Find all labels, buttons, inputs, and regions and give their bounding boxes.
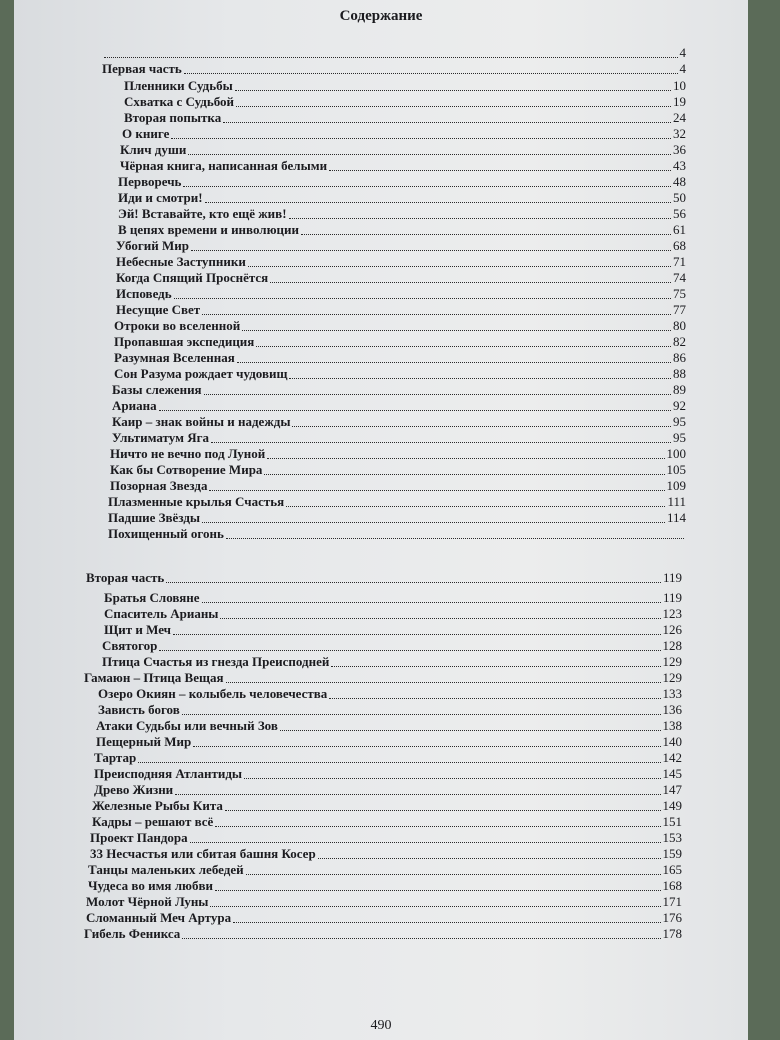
toc-entry	[118, 174, 686, 190]
toc-entry-page: 95	[673, 430, 686, 445]
toc-entry-title: Первая часть	[102, 61, 182, 76]
toc-entry-page: 43	[673, 158, 686, 173]
toc-entry	[116, 286, 686, 302]
toc-entry-title: Разумная Вселенная	[114, 350, 235, 365]
dot-leader	[209, 490, 664, 491]
toc-entry-page: 168	[662, 878, 682, 893]
dot-leader	[292, 426, 671, 427]
dot-leader	[280, 730, 661, 731]
toc-entry	[86, 570, 682, 586]
dot-leader	[235, 90, 671, 91]
dot-leader	[289, 378, 671, 379]
toc-entry-title: Ариана	[112, 398, 157, 413]
toc-entry	[92, 798, 682, 814]
toc-entry-page: 105	[666, 462, 686, 477]
toc-entry-page: 4	[679, 45, 686, 60]
toc-entry-page: 142	[662, 750, 682, 765]
toc-entry-title: Когда Спящий Проснётся	[116, 270, 269, 285]
toc-entry	[118, 222, 686, 238]
dot-leader	[289, 218, 671, 219]
toc-entry	[112, 414, 686, 430]
toc-entry-title: Вторая часть	[86, 570, 165, 585]
dot-leader	[188, 154, 671, 155]
toc-entry-page: 140	[662, 734, 682, 749]
dot-leader	[205, 202, 671, 203]
toc-entry-title: Клич души	[120, 142, 187, 157]
toc-entry	[86, 910, 682, 926]
toc-entry-page: 75	[673, 286, 686, 301]
toc-entry-title: Пленники Судьбы	[124, 78, 233, 93]
toc-entry-page: 149	[662, 798, 682, 813]
toc-entry	[96, 734, 682, 750]
toc-entry-page: 111	[667, 494, 686, 509]
dot-leader	[159, 410, 671, 411]
toc-entry-title: Танцы маленьких лебедей	[88, 862, 244, 877]
toc-entry	[116, 270, 686, 286]
toc-entry-title: Тартар	[94, 750, 137, 765]
dot-leader	[204, 394, 671, 395]
toc-entry-title: Атаки Судьбы или вечный Зов	[96, 718, 278, 733]
dot-leader	[220, 618, 660, 619]
toc-entry	[108, 526, 686, 542]
toc-entry	[84, 670, 682, 686]
dot-leader	[159, 650, 660, 651]
toc-entry-title: Щит и Меч	[104, 622, 172, 637]
toc-entry	[124, 78, 686, 94]
dot-leader	[226, 682, 661, 683]
toc-entry	[102, 654, 682, 670]
toc-entry-page: 86	[673, 350, 686, 365]
dot-leader	[286, 506, 665, 507]
toc-entry-page: 119	[662, 590, 682, 605]
toc-entry-title: Убогий Мир	[116, 238, 189, 253]
toc-entry-title: Озеро Окиян – колыбель человечества	[98, 686, 328, 701]
toc-entry	[94, 766, 682, 782]
dot-leader	[215, 890, 661, 891]
toc-entry	[88, 862, 682, 878]
dot-leader	[210, 906, 660, 907]
toc-entry	[94, 782, 682, 798]
toc-entry-page: 24	[673, 110, 686, 125]
toc-entry-page: 151	[662, 814, 682, 829]
toc-entry-page: 89	[673, 382, 686, 397]
toc-entry	[110, 462, 686, 478]
dot-leader	[244, 778, 660, 779]
dot-leader	[182, 714, 661, 715]
toc-entry-page: 71	[673, 254, 686, 269]
dot-leader	[237, 362, 671, 363]
dot-leader	[318, 858, 661, 859]
toc-entry-page: 32	[673, 126, 686, 141]
toc-entry-title: Перворечь	[118, 174, 182, 189]
toc-entry-title: Чёрная книга, написанная белыми	[120, 158, 328, 173]
toc-entry-title: 33 Несчастья или сбитая башня Косер	[90, 846, 316, 861]
toc-entry-title: Позорная Звезда	[110, 478, 208, 493]
dot-leader	[226, 538, 684, 539]
toc-entry-title: Несущие Свет	[116, 302, 201, 317]
toc-entry	[112, 430, 686, 446]
dot-leader	[166, 582, 661, 583]
toc-entry-title: Древо Жизни	[94, 782, 174, 797]
toc-entry	[88, 878, 682, 894]
toc-entry-title: Чудеса во имя любви	[88, 878, 213, 893]
toc-entry-page: 100	[666, 446, 686, 461]
toc-entry	[124, 110, 686, 126]
dot-leader	[264, 474, 664, 475]
toc-entry	[116, 302, 686, 318]
dot-leader	[246, 874, 661, 875]
toc-entry-title: О книге	[122, 126, 170, 141]
page-title: Содержание	[339, 8, 423, 24]
dot-leader	[256, 346, 671, 347]
dot-leader	[329, 698, 660, 699]
dot-leader	[202, 522, 665, 523]
toc-entry-title: Похищенный огонь	[108, 526, 224, 541]
dot-leader	[174, 298, 671, 299]
toc-entry-page: 36	[673, 142, 686, 157]
toc-entry-title: Братья Словяне	[104, 590, 200, 605]
toc-entry-title: Гамаюн – Птица Вещая	[84, 670, 224, 685]
toc-entry	[124, 94, 686, 110]
dot-leader	[215, 826, 660, 827]
toc-entry	[122, 126, 686, 142]
dot-leader	[236, 106, 671, 107]
toc-entry-title: Схватка с Судьбой	[124, 94, 235, 109]
toc-entry-title: Эй! Вставайте, кто ещё жив!	[118, 206, 287, 221]
toc-entry-title: Птица Счастья из гнезда Преисподней	[102, 654, 330, 669]
dot-leader	[270, 282, 671, 283]
dot-leader	[173, 634, 660, 635]
toc-entry-title: Каир – знак войны и надежды	[112, 414, 291, 429]
toc-entry-page: 56	[673, 206, 686, 221]
toc-entry	[102, 638, 682, 654]
dot-leader	[225, 810, 661, 811]
toc-entry	[92, 814, 682, 830]
toc-entry-page: 165	[662, 862, 682, 877]
dot-leader	[191, 250, 671, 251]
toc-entry-title: Падшие Звёзды	[108, 510, 201, 525]
toc-entry	[98, 702, 682, 718]
toc-entry	[108, 494, 686, 510]
toc-entry	[102, 45, 686, 61]
dot-leader	[183, 186, 671, 187]
dot-leader	[242, 330, 671, 331]
toc-entry-title: Преисподняя Атлантиды	[94, 766, 243, 781]
toc-entry-page: 145	[662, 766, 682, 781]
toc-entry-title: Пропавшая экспедиция	[114, 334, 255, 349]
toc-entry-page: 133	[662, 686, 682, 701]
toc-entry-title: Гибель Феникса	[84, 926, 181, 941]
book-page	[14, 0, 748, 1040]
toc-entry	[114, 350, 686, 366]
toc-entry-page: 123	[662, 606, 682, 621]
toc-entry-title: Плазменные крылья Счастья	[108, 494, 285, 509]
toc-entry-title: Как бы Сотворение Мира	[110, 462, 263, 477]
toc-entry	[104, 622, 682, 638]
dot-leader	[301, 234, 671, 235]
toc-entry-page: 95	[673, 414, 686, 429]
toc-entry-title: Молот Чёрной Луны	[86, 894, 209, 909]
dot-leader	[202, 602, 661, 603]
toc-entry-page: 82	[673, 334, 686, 349]
dot-leader	[202, 314, 671, 315]
dot-leader	[184, 73, 678, 74]
toc-entry	[114, 318, 686, 334]
toc-entry-page: 77	[673, 302, 686, 317]
toc-entry-title: Святогор	[102, 638, 158, 653]
toc-entry	[90, 830, 682, 846]
toc-entry-title: Отроки во вселенной	[114, 318, 241, 333]
toc-entry-title: Железные Рыбы Кита	[92, 798, 223, 813]
toc-entry-page: 153	[662, 830, 682, 845]
toc-entry-title: В цепях времени и инволюции	[118, 222, 300, 237]
toc-entry-title: Кадры – решают всё	[92, 814, 214, 829]
toc-entry-page: 129	[662, 654, 682, 669]
toc-entry	[114, 334, 686, 350]
toc-entry-title: Ультиматум Яга	[112, 430, 209, 445]
toc-entry-title: Сломанный Меч Артура	[86, 910, 232, 925]
toc-entry-page: 74	[673, 270, 686, 285]
toc-entry-page: 159	[662, 846, 682, 861]
toc-entry-title: Проект Пандора	[90, 830, 188, 845]
toc-entry-page: 61	[673, 222, 686, 237]
toc-entry-page: 128	[662, 638, 682, 653]
toc-entry-page: 147	[662, 782, 682, 797]
toc-entry-page: 171	[662, 894, 682, 909]
toc-entry	[120, 142, 686, 158]
toc-entry-title: Небесные Заступники	[116, 254, 246, 269]
toc-entry	[110, 446, 686, 462]
toc-entry	[118, 206, 686, 222]
toc-entry	[96, 718, 682, 734]
toc-entry	[112, 382, 686, 398]
toc-entry-page: 92	[673, 398, 686, 413]
dot-leader	[248, 266, 671, 267]
toc-entry	[120, 158, 686, 174]
dot-leader	[182, 938, 660, 939]
toc-entry	[104, 590, 682, 606]
toc-entry-page: 80	[673, 318, 686, 333]
toc-entry-page: 19	[673, 94, 686, 109]
toc-entry-page: 109	[666, 478, 686, 493]
toc-entry-title: Спаситель Арианы	[104, 606, 219, 621]
toc-entry-page: 10	[673, 78, 686, 93]
dot-leader	[223, 122, 671, 123]
toc-entry	[116, 254, 686, 270]
toc-entry	[90, 846, 682, 862]
toc-entry-page: 138	[662, 718, 682, 733]
toc-entry	[108, 510, 686, 526]
toc-entry-page: 178	[662, 926, 682, 941]
toc-entry-title: Исповедь	[116, 286, 172, 301]
toc-entry-page: 114	[666, 510, 686, 525]
dot-leader	[138, 762, 660, 763]
dot-leader	[171, 138, 671, 139]
toc-entry	[104, 606, 682, 622]
toc-entry	[98, 686, 682, 702]
toc-entry-page: 50	[673, 190, 686, 205]
page-number: 490	[370, 1018, 392, 1033]
toc-entry	[118, 190, 686, 206]
toc-entry-page: 129	[662, 670, 682, 685]
toc-entry-title: Ничто не вечно под Луной	[110, 446, 266, 461]
dot-leader	[331, 666, 660, 667]
toc-entry	[94, 750, 682, 766]
toc-entry	[86, 894, 682, 910]
toc-entry-title: Пещерный Мир	[96, 734, 192, 749]
dot-leader	[190, 842, 661, 843]
toc-entry-page: 4	[679, 61, 686, 76]
dot-leader	[211, 442, 671, 443]
toc-entry	[84, 926, 682, 942]
toc-entry-page: 176	[662, 910, 682, 925]
toc-entry	[112, 398, 686, 414]
toc-entry-title: Базы слежения	[112, 382, 202, 397]
toc-entry	[116, 238, 686, 254]
dot-leader	[233, 922, 660, 923]
toc-entry-page: 136	[662, 702, 682, 717]
toc-entry	[102, 61, 686, 77]
toc-entry-title: Сон Разума рождает чудовищ	[114, 366, 288, 381]
dot-leader	[175, 794, 660, 795]
toc-entry-title: Зависть богов	[98, 702, 180, 717]
dot-leader	[193, 746, 660, 747]
toc-entry-title: Иди и смотри!	[118, 190, 203, 205]
toc-entry	[110, 478, 686, 494]
toc-entry-title: Вторая попытка	[124, 110, 222, 125]
toc-entry-page: 68	[673, 238, 686, 253]
dot-leader	[104, 57, 678, 58]
toc-entry	[114, 366, 686, 382]
toc-entry-page: 88	[673, 366, 686, 381]
toc-entry-page: 126	[662, 622, 682, 637]
toc-entry-page: 48	[673, 174, 686, 189]
dot-leader	[329, 170, 671, 171]
dot-leader	[267, 458, 664, 459]
toc-entry-page: 119	[662, 570, 682, 585]
